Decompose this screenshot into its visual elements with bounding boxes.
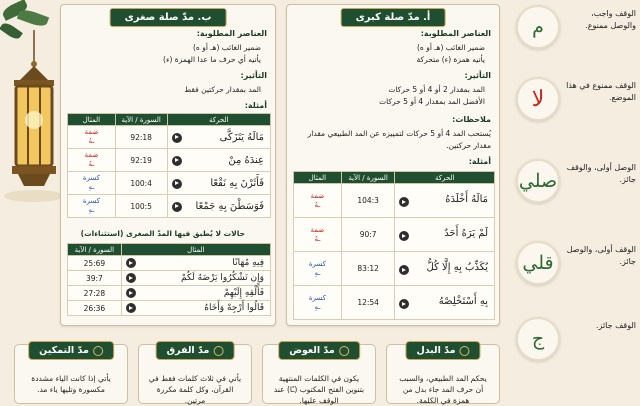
effect-title: التأثير: [464, 71, 491, 80]
example-word: يُكَذِّبُ بِهِ إِلَّا كُلُّ [426, 262, 488, 273]
haraka-cell: ضمة ـهُ [294, 184, 342, 218]
table-row [294, 184, 495, 218]
rule-symbol: قلي [516, 241, 560, 285]
element-item: يأتيه همزة (ء) متحركة [416, 55, 485, 64]
minor-examples-table [67, 113, 271, 218]
example-word: مَالَهُ أَخْلَدَهُ [445, 194, 488, 205]
rule-item [508, 154, 640, 222]
rule-symbol: م [516, 5, 560, 49]
effect-title: التأثير: [240, 71, 267, 80]
exception-word: فِيهِ مُهَانًا [232, 258, 264, 268]
lantern-decoration [0, 0, 62, 220]
surah-ayah: 26:36 [68, 301, 122, 316]
surah-ayah: 100:4 [115, 172, 167, 195]
element-item: ضمير الغائب (هـ أو ه) [192, 43, 261, 52]
rule-item [508, 0, 640, 68]
example-word: فَأَثَرْنَ بِهِ نَقْعًا [210, 177, 264, 189]
card-madd-tamkeen [14, 344, 128, 404]
table-row [294, 218, 495, 252]
surah-ayah: 27:28 [68, 286, 122, 301]
ornament-icon [93, 346, 103, 356]
examples-title: أمثلة: [468, 157, 491, 166]
table-row [68, 256, 271, 271]
element-item: يأتيه أي حرف ما عدا الهمزة (ء) [163, 55, 261, 64]
card-title: مدّ البدل [416, 345, 456, 356]
panel-title: أ. مدّ صلة كبرى [341, 8, 446, 27]
col-header: المثال [68, 114, 116, 126]
elements-title: العناصر المطلوبة: [196, 29, 267, 38]
table-row [68, 286, 271, 301]
exception-word: قَالُوا أَرْجِهْ وَأَخَاهُ [204, 303, 264, 313]
haraka-cell: كسرة ـهِ [294, 286, 342, 320]
col-header: المثال [294, 172, 342, 184]
surah-ayah: 92:18 [115, 126, 167, 149]
table-row [68, 126, 271, 149]
rule-text: الوصل أولى، والوقف جائز. [566, 163, 636, 184]
notes-title: ملاحظات: [452, 115, 491, 124]
rule-item [508, 236, 640, 304]
card-madd-iwad [262, 344, 376, 404]
haraka-cell: كسرة ـهِ [68, 195, 116, 218]
table-row [294, 252, 495, 286]
surah-ayah: 92:19 [115, 149, 167, 172]
haraka-cell: ضمة ـهُ [68, 149, 116, 172]
card-title: مدّ العوض [289, 345, 335, 356]
effect-item: الأفضل المد بمقدار 4 أو 5 حركات [379, 97, 485, 106]
rule-text: الوقف واجب، والوصل ممنوع. [585, 9, 636, 30]
lantern-icon [0, 0, 62, 220]
card-text: يحكم المد الطبيعي، والسبب أن حرف المد جاء بدل من همزة في الكلمة. [399, 374, 487, 405]
example-word: بِهِ أَسْتَخْلِصْهُ [438, 296, 488, 307]
effect-item: المد بمقدار حركتين فقط [184, 85, 261, 94]
ornament-icon [339, 346, 349, 356]
element-item: ضمير الغائب (هـ أو ه) [416, 43, 485, 52]
card-madd-badal [386, 344, 500, 404]
table-row [68, 195, 271, 218]
elements-title: العناصر المطلوبة: [420, 29, 491, 38]
exceptions-table [67, 243, 271, 316]
col-header: السورة / الآية [341, 172, 395, 184]
surah-ayah: 104:3 [341, 184, 395, 218]
card-text: يكون في الكلمات المنتهية بتنوين الفتح المكتوب (ـًا) عند الوقف عليها. [273, 374, 365, 405]
play-audio-icon[interactable] [126, 303, 136, 313]
play-audio-icon[interactable] [172, 133, 182, 143]
rule-text: الوقف جائز. [595, 321, 636, 330]
ornament-icon [460, 346, 470, 356]
haraka-cell: ضمة ـهُ [68, 126, 116, 149]
haraka-cell: ضمة ـهُ [294, 218, 342, 252]
exception-word: وَإِن تَشْكُرُوا يَرْضَهُ لَكُمْ [181, 273, 264, 283]
example-word: فَوَسَطْنَ بِهِ جَمْعًا [195, 200, 264, 212]
surah-ayah: 12:54 [341, 286, 395, 320]
table-row [68, 149, 271, 172]
rule-item [508, 312, 640, 380]
play-audio-icon[interactable] [399, 231, 409, 241]
card-madd-farq [138, 344, 252, 404]
play-audio-icon[interactable] [172, 156, 182, 166]
col-header: المثال [121, 244, 270, 256]
table-row [68, 271, 271, 286]
panel-title: ب. مدّ صلة صغرى [110, 8, 227, 27]
rule-text: الوقف أولى، والوصل جائز. [566, 245, 636, 266]
surah-ayah: 100:5 [115, 195, 167, 218]
example-word: عِندَهُ مِنْ [228, 154, 264, 166]
table-row [294, 286, 495, 320]
exceptions-title: حالات لا يُطبق فيها المدّ الصغرى (استثناءات) [80, 229, 245, 238]
col-header: السورة / الآية [115, 114, 167, 126]
major-examples-table [293, 171, 495, 320]
table-row [68, 301, 271, 316]
ornament-icon [213, 346, 223, 356]
card-text: يأتي في ثلاث كلمات فقط في القرآن، وكل كلمة مكررة مرتين. [148, 374, 242, 405]
play-audio-icon[interactable] [126, 288, 136, 298]
rule-item [508, 72, 640, 140]
card-title: مدّ التمكين [39, 345, 89, 356]
examples-title: أمثلة: [244, 101, 267, 110]
surah-ayah: 25:69 [68, 256, 122, 271]
play-audio-icon[interactable] [172, 202, 182, 212]
card-text: يأتي إذا كانت الياء مشددة مكسورة وتليها ياء مد. [31, 374, 111, 394]
rule-text: الوقف ممنوع في هذا الموضع. [566, 81, 636, 102]
play-audio-icon[interactable] [399, 299, 409, 309]
note-text: مقدار حركتين. [446, 141, 491, 150]
card-title: مدّ الفرق [166, 345, 210, 356]
rule-symbol: لا [516, 77, 560, 121]
play-audio-icon[interactable] [399, 197, 409, 207]
major-sila-panel [286, 4, 500, 326]
surah-ayah: 90:7 [341, 218, 395, 252]
minor-sila-panel [60, 4, 276, 326]
col-header: الحركة [167, 114, 270, 126]
col-header: السورة / الآية [68, 244, 122, 256]
table-row [68, 172, 271, 195]
effect-item: المد بمقدار 2 أو 4 أو 5 حركات [388, 85, 485, 94]
surah-ayah: 39:7 [68, 271, 122, 286]
haraka-cell: كسرة ـهِ [294, 252, 342, 286]
example-word: مَالَهُ يَتَزَكَّى [219, 131, 264, 143]
example-word: لَمْ يَرَهُ أَحَدٌ [444, 228, 488, 239]
play-audio-icon[interactable] [172, 179, 182, 189]
play-audio-icon[interactable] [399, 265, 409, 275]
rule-symbol: صلي [516, 159, 560, 203]
exception-word: فَأَلْقِهِ إِلَيْهِمْ [223, 288, 264, 298]
surah-ayah: 83:12 [341, 252, 395, 286]
note-text: يُستحب المد 4 أو 5 حركات لتمييزه عن المد الطبيعي مقدار [307, 129, 491, 138]
play-audio-icon[interactable] [126, 273, 136, 283]
play-audio-icon[interactable] [126, 258, 136, 268]
col-header: الحركة [395, 172, 495, 184]
stop-signs-column [508, 0, 640, 400]
rule-symbol: ج [516, 317, 560, 361]
haraka-cell: كسرة ـهِ [68, 172, 116, 195]
